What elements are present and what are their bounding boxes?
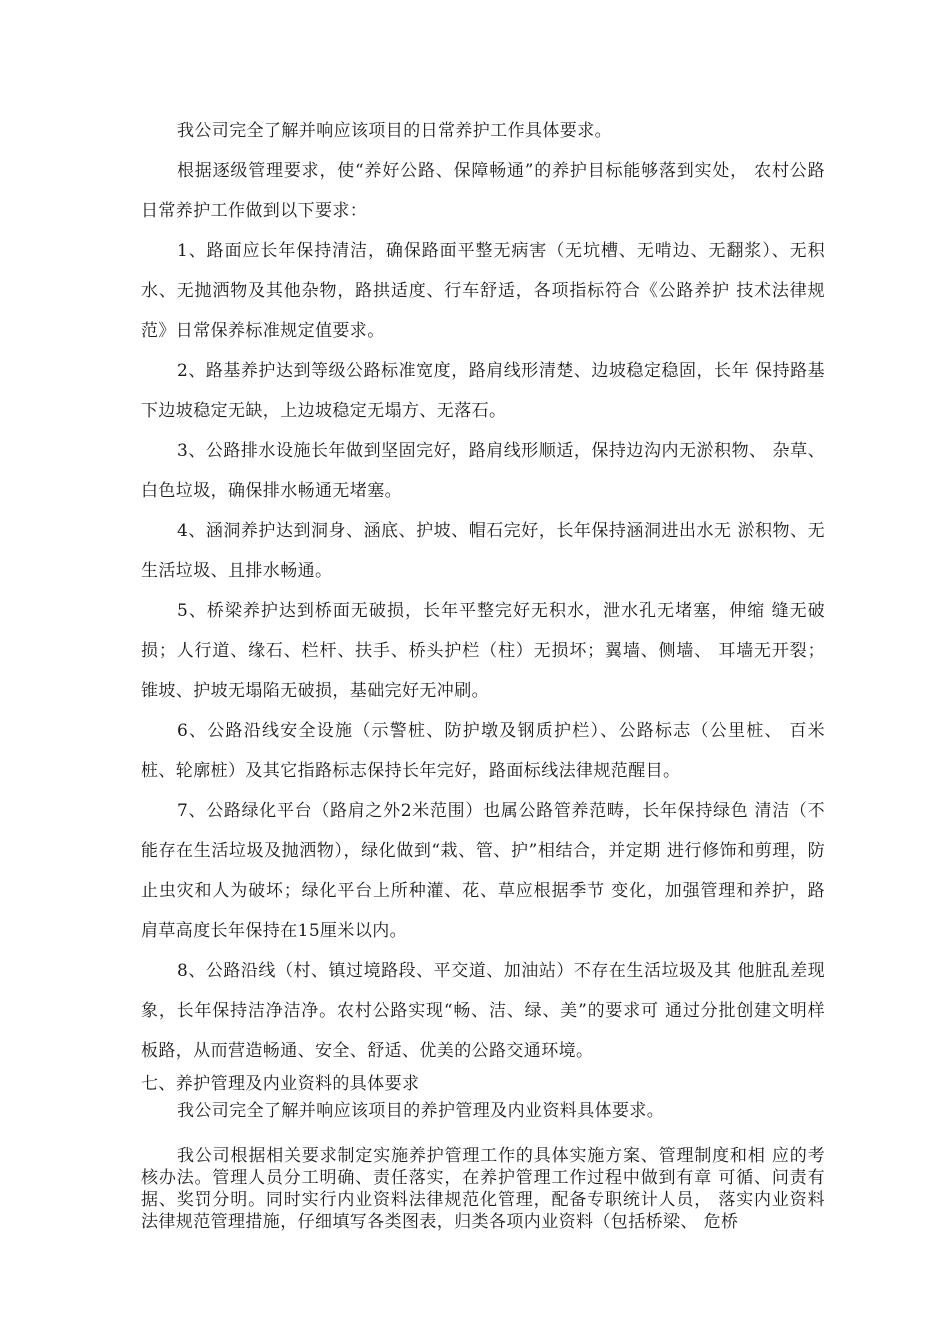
paragraph-item-2: 2、路基养护达到等级公路标准宽度，路肩线形清楚、边坡稳定稳固，长年 保持路基下边坡稳定无缺，上边坡稳定无塌方、无落石。 xyxy=(141,361,825,421)
paragraph-item-8: 8、公路沿线（村、镇过境路段、平交道、加油站）不存在生活垃圾及其 他脏乱差现象，长年保持洁净洁净。农村公路实现“畅、洁、绿、美”的要求可 通过分批创建文明样板路，从而营造畅通、安全、舒适、优美的公路交通环境。 xyxy=(141,961,825,1061)
paragraph-requirements-lead: 根据逐级管理要求，使“养好公路、保障畅通”的养护目标能够落到实处， 农村公路日常养护工作做到以下要求： xyxy=(141,161,825,221)
paragraph-intro: 我公司完全了解并响应该项目的日常养护工作具体要求。 xyxy=(177,121,612,141)
paragraph-item-3: 3、公路排水设施长年做到坚固完好，路肩线形顺适，保持边沟内无淤积物、 杂草、白色垃圾，确保排水畅通无堵塞。 xyxy=(141,441,825,501)
paragraph-item-1: 1、路面应长年保持清洁，确保路面平整无病害（无坑槽、无啃边、无翻浆）、无积水、无抛洒物及其他杂物，路拱适度、行车舒适，各项指标符合《公路养护 技术法律规范》日常保养标准规定值要求。 xyxy=(141,241,825,341)
paragraph-item-5: 5、桥梁养护达到桥面无破损，长年平整完好无积水，泄水孔无堵塞，伸缩 缝无破损；人行道、缘石、栏杆、扶手、桥头护栏（柱）无损坏；翼墙、侧墙、 耳墙无开裂；锥坡、护坡无塌陷无破损，基础完好无冲刷。 xyxy=(141,601,825,701)
paragraph-item-4: 4、涵洞养护达到洞身、涵底、护坡、帽石完好，长年保持涵洞进出水无 淤积物、无生活垃圾、且排水畅通。 xyxy=(141,521,825,581)
paragraph-item-6: 6、公路沿线安全设施（示警桩、防护墩及钢质护栏）、公路标志（公里桩、 百米桩、轮廓桩）及其它指路标志保持长年完好，路面标线法律规范醒目。 xyxy=(141,721,825,781)
section-body: 我公司根据相关要求制定实施养护管理工作的具体实施方案、管理制度和相 应的考核办法。管理人员分工明确、责任落实，在养护管理工作过程中做到有章 可循、问责有据、奖罚分明。同时实行内业资料法律规范化管理，配备专职统计人员， 落实内业资料法律规范管理措施，仔细填写各类图表，归类各项内业资料（包括桥梁、 危桥 xyxy=(141,1146,825,1232)
paragraph-item-7: 7、公路绿化平台（路肩之外2米范围）也属公路管养范畴，长年保持绿色 清洁（不能存在生活垃圾及抛洒物），绿化做到“栽、管、护”相结合，并定期 进行修饰和剪理，防止虫灾和人为破坏；绿化平台上所种灌、花、草应根据季节 变化，加强管理和养护，路肩草高度长年保持在15厘米以内。 xyxy=(141,801,825,941)
section-heading: 七、养护管理及内业资料的具体要求 xyxy=(141,1074,420,1094)
section-intro: 我公司完全了解并响应该项目的养护管理及内业资料具体要求。 xyxy=(177,1101,665,1121)
